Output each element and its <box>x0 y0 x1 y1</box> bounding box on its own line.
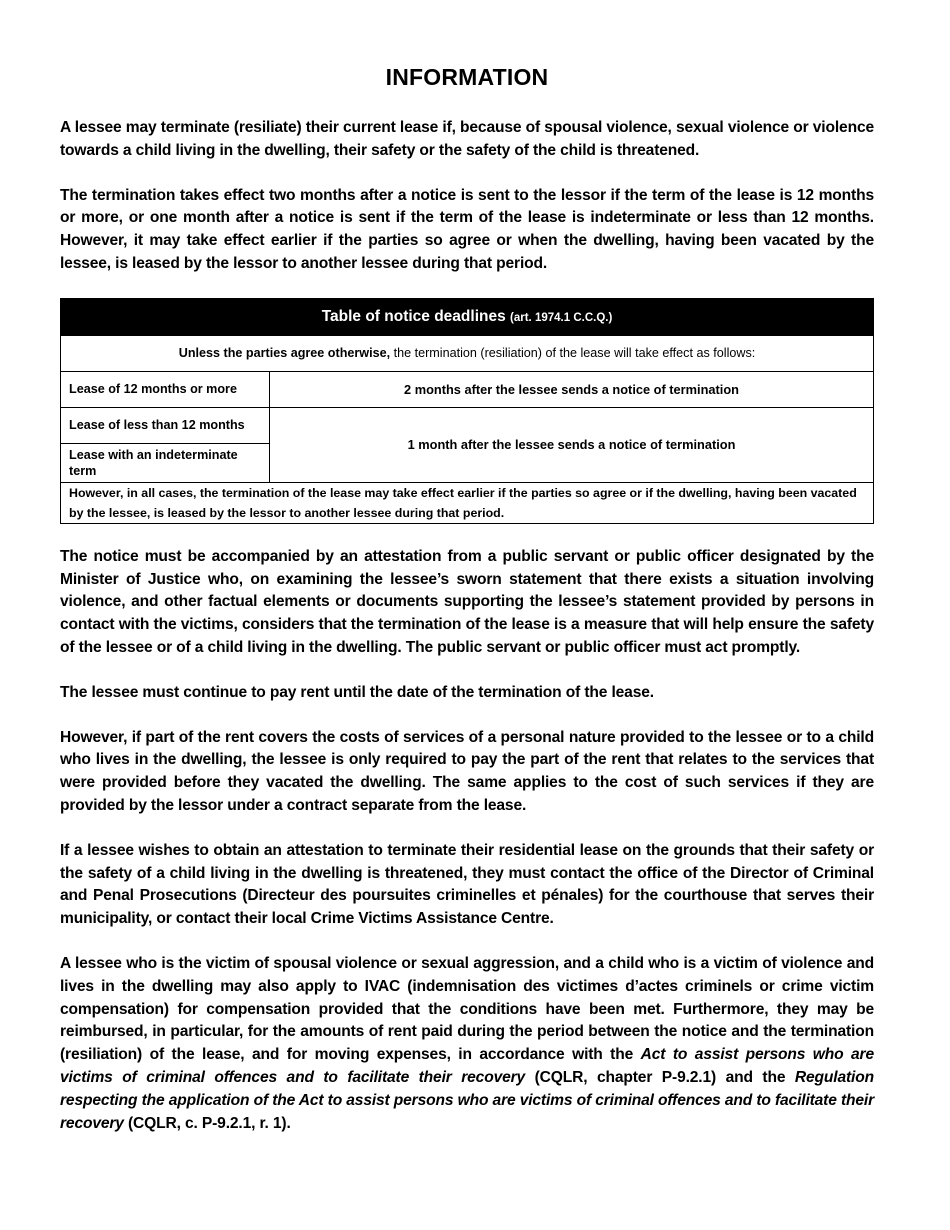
table-header-title: Table of notice deadlines <box>321 307 506 325</box>
table-intro-bold: Unless the parties agree otherwise, <box>178 346 391 361</box>
row-value-1-month: 1 month after the lessee sends a notice of termination <box>270 407 874 482</box>
paragraph-attestation: The notice must be accompanied by an attestation from a public servant or public officer designated by the Minister of Justice who, on examining the lessee’s sworn statement that there exists a situation involving violence, and other factual elements or documents supporting the lessee’s statement provided by persons in contact with the victims, considers that the termination of the lease is a measure that will help ensure the safety of the lessee or of a child living in the dwelling. The public servant or public officer must act promptly. <box>60 547 874 656</box>
table-row <box>61 371 874 407</box>
row-label-indeterminate-term: Lease with an indeterminate term <box>61 443 270 482</box>
paragraph-services-costs: However, if part of the rent covers the costs of services of a personal nature provided to the lessee or to a child who lives in the dwelling, the lessee is only required to pay the part of the rent that relates to the services that were provided before they vacated the dwelling. The same applies to the cost of such services if they are provided by the lessor under a contract separate from the lease. <box>60 728 874 814</box>
table-final-note: However, in all cases, the termination of the lease may take effect earlier if the parties so agree or if the dwelling, having been vacated by the lessee, is leased by the lessor to another lessee during that period. <box>61 482 874 523</box>
ivac-text-a: A lessee who is the victim of spousal violence or sexual aggression, and a child who is a victim of violence and lives in the dwelling may also apply to IVAC (indemnisation des victimes d’actes criminels or crime victim compensation) for compensation provided that the conditions have been met. Furthermore, they may be reimbursed, in particular, for the amounts of rent paid during the period between the notice and the termination (resiliation) of the lease, and for moving expenses, in accordance with the <box>60 954 874 1064</box>
paragraph-obtain-attestation: If a lessee wishes to obtain an attestation to terminate their residential lease on the grounds that their safety or the safety of a child living in the dwelling is threatened, they must contact the office of the Director of Criminal and Penal Prosecutions (Directeur des poursuites criminelles et pénales) for the courthouse that serves their municipality, or contact their local Crime Victims Assistance Centre. <box>60 841 874 928</box>
act-title: Act to assist persons who are victims of criminal offences and to facilitate their recovery <box>60 1046 874 1086</box>
paragraph-ivac-compensation <box>60 953 874 1135</box>
table-intro-row <box>61 335 874 371</box>
table-header <box>61 298 874 335</box>
table-final-row <box>61 482 874 523</box>
row-label-12-months-or-more: Lease of 12 months or more <box>61 371 270 407</box>
information-page <box>60 64 874 1157</box>
table-header-reference: (art. 1974.1 C.C.Q.) <box>510 311 613 324</box>
paragraph-rent-payment: The lessee must continue to pay rent until the date of the termination of the lease. <box>60 683 654 701</box>
table-intro-rest: the termination (resiliation) of the lease will take effect as follows: <box>390 346 756 361</box>
regulation-title: Regulation respecting the application of the Act to assist persons who are victims of criminal offences and to facilitate their recovery <box>60 1068 874 1132</box>
table-row <box>61 407 874 443</box>
paragraph-termination-timing: The termination takes effect two months after a notice is sent to the lessor if the term of the lease is 12 months or more, or one month after a notice is sent if the term of the lease is indeterminate or less than 12 months. However, it may take effect earlier if the parties so agree or when the dwelling, having been vacated by the lessee, is leased by the lessor to another lessee during that period. <box>60 186 874 272</box>
table-header-row <box>61 298 874 335</box>
ivac-text-b: (CQLR, chapter P-9.2.1) and the <box>525 1068 795 1086</box>
ivac-text-c: (CQLR, c. P-9.2.1, r. 1). <box>123 1114 291 1132</box>
row-value-2-months: 2 months after the lessee sends a notice of termination <box>270 371 874 407</box>
row-label-less-than-12-months: Lease of less than 12 months <box>61 407 270 443</box>
paragraph-termination-right: A lessee may terminate (resiliate) their current lease if, because of spousal violence, sexual violence or violence towards a child living in the dwelling, their safety or the safety of the child is threatened. <box>60 119 874 159</box>
table-intro <box>61 335 874 371</box>
page-title: INFORMATION <box>385 64 549 90</box>
notice-deadlines-table <box>60 298 874 524</box>
